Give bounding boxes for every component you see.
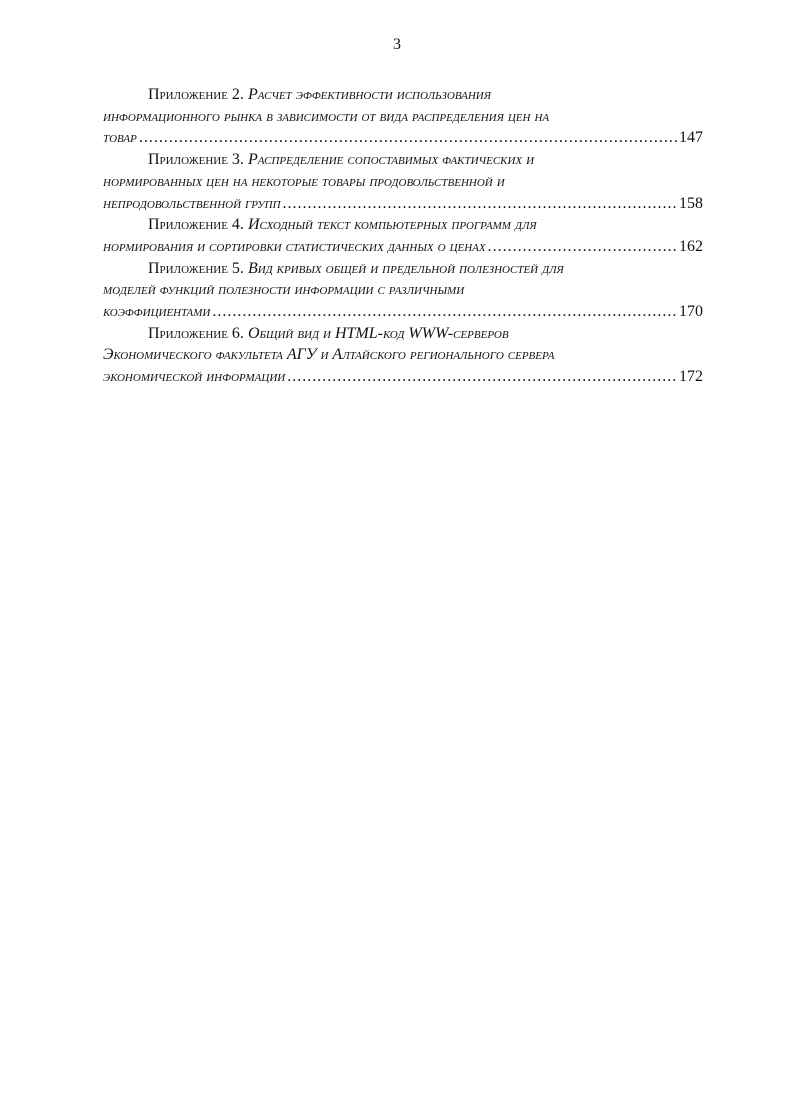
toc-line-last xyxy=(103,236,703,258)
toc-line xyxy=(103,279,703,301)
appendix-label: Приложение 2. xyxy=(148,86,244,103)
appendix-title: Общий вид и HTML-код WWW-серверов xyxy=(247,324,509,342)
appendix-title: товар xyxy=(103,129,137,147)
toc-line xyxy=(103,214,703,236)
page-reference: 147 xyxy=(679,129,703,147)
toc-line xyxy=(103,149,703,171)
dot-leader xyxy=(287,366,677,388)
toc-entry-appendix-6[interactable] xyxy=(103,323,703,388)
toc-line xyxy=(103,84,703,106)
appendix-label: Приложение 6. xyxy=(148,324,244,342)
toc-line xyxy=(103,344,703,366)
appendix-label: Приложение 5. xyxy=(148,259,244,277)
appendix-title: коэффициентами xyxy=(103,303,211,321)
toc-line xyxy=(103,171,703,193)
dot-leader xyxy=(139,127,677,149)
toc-line xyxy=(103,323,703,345)
dot-leader xyxy=(488,236,677,258)
toc-entry-appendix-5[interactable] xyxy=(103,258,703,323)
toc-entry-appendix-4[interactable] xyxy=(103,214,703,257)
appendix-title: Вид кривых общей и предельной полезностей для xyxy=(247,259,564,277)
appendix-title: моделей функций полезности информации с различными xyxy=(103,281,465,299)
appendix-title: нормирования и сортировки статистических данных о ценах xyxy=(103,237,486,255)
toc-line-last xyxy=(103,127,703,149)
appendix-title: экономической информации xyxy=(103,368,286,386)
page-number: 3 xyxy=(393,36,401,53)
dot-leader xyxy=(283,193,677,215)
appendix-title: непродовольственной групп xyxy=(103,194,281,212)
appendix-label: Приложение 3. xyxy=(148,151,244,169)
appendix-title: Распределение сопоставимых фактических и xyxy=(247,151,535,169)
appendix-title: информационного рынка в зависимости от вида распределения цен на xyxy=(103,107,550,125)
appendix-title: Экономического факультета АГУ и Алтайского регионального сервера xyxy=(103,346,555,364)
page-reference: 172 xyxy=(679,368,703,386)
toc-line-last xyxy=(103,193,703,215)
toc-line xyxy=(103,106,703,128)
page-reference: 158 xyxy=(679,194,703,212)
toc-line-last xyxy=(103,301,703,323)
table-of-contents xyxy=(103,84,703,388)
appendix-label: Приложение 4. xyxy=(148,216,244,234)
page-reference: 162 xyxy=(679,237,703,255)
toc-line xyxy=(103,258,703,280)
appendix-title: Исходный текст компьютерных программ для xyxy=(247,216,537,234)
dot-leader xyxy=(212,301,677,323)
appendix-title: нормированных цен на некоторые товары продовольственной и xyxy=(103,172,505,190)
toc-entry-appendix-2[interactable] xyxy=(103,84,703,149)
appendix-title: Расчет эффективности использования xyxy=(247,86,491,103)
toc-line-last xyxy=(103,366,703,388)
page-reference: 170 xyxy=(679,303,703,321)
toc-entry-appendix-3[interactable] xyxy=(103,149,703,214)
